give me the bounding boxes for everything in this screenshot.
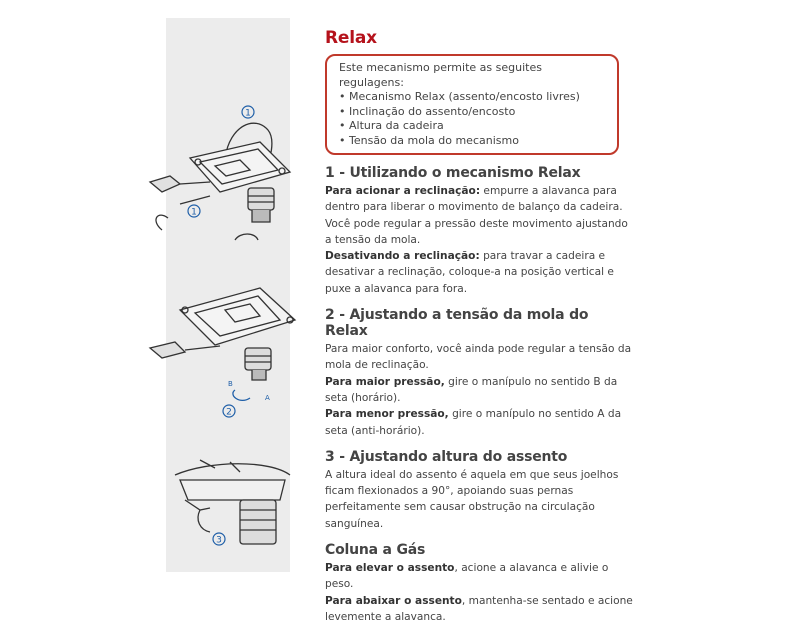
intro-lead: Este mecanismo permite as seguites regulagens: (339, 61, 542, 89)
callout-3-icon (212, 532, 226, 546)
callout-2-icon (222, 404, 236, 418)
svg-text:2: 2 (226, 407, 232, 418)
arrow-label-a: A (265, 394, 270, 402)
section-heading-gas-column: Coluna a Gás (325, 542, 426, 559)
section-paragraph: Desativando a reclinação: para travar a cadeira e desativar a reclinação, coloque-a na posição vertical e puxe a alavanca para fora. (325, 250, 614, 295)
section-paragraph: Para menor pressão, gire o manípulo no sentido A da seta (anti-horário). (325, 408, 622, 437)
callout-1b-icon (187, 204, 201, 218)
svg-text:3: 3 (216, 535, 222, 546)
arrow-label-b: B (228, 380, 233, 388)
instructions-content (325, 28, 635, 625)
page-title: Relax (325, 28, 377, 48)
callout-1-icon (241, 105, 255, 119)
section-paragraph: Para acionar a reclinação: empurre a alavanca para dentro para liberar o movimento de balanço da cadeira. Você pode regular a pressão deste movimento ajustando a tensão da mola. (325, 185, 628, 246)
intro-item: • Altura da cadeira (339, 119, 607, 134)
svg-text:1: 1 (191, 207, 197, 218)
section-paragraph: Para maior conforto, você ainda pode regular a tensão da mola de reclinação. (325, 343, 632, 372)
intro-item: • Tensão da mola do mecanismo (339, 134, 607, 149)
section-heading-height: 3 - Ajustando altura do assento (325, 448, 568, 465)
intro-item: • Mecanismo Relax (assento/encosto livres) (339, 90, 607, 105)
svg-text:1: 1 (245, 108, 251, 119)
section-heading-tension: 2 - Ajustando a tensão da mola do Relax (325, 307, 589, 340)
section-paragraph: A altura ideal do assento é aquela em que seus joelhos ficam flexionados a 90°, apoiando suas pernas perfeitamente sem causar obstrução na circulação sanguínea. (325, 468, 619, 530)
section-paragraph: Para maior pressão, gire o manípulo no sentido B da seta (horário). (325, 375, 618, 404)
mechanism-illustration-1 (140, 100, 310, 260)
intro-item: • Inclinação do assento/encosto (339, 105, 607, 120)
section-paragraph: Para elevar o assento, acione a alavanca e alivie o peso. (325, 562, 609, 591)
intro-box (325, 54, 619, 155)
section-heading-relax: 1 - Utilizando o mecanismo Relax (325, 165, 581, 181)
intro-list (339, 90, 607, 148)
mechanism-illustration-2 (140, 280, 310, 420)
section-paragraph: Para abaixar o assento, mantenha-se sentado e acione levemente a alavanca. (325, 594, 633, 623)
